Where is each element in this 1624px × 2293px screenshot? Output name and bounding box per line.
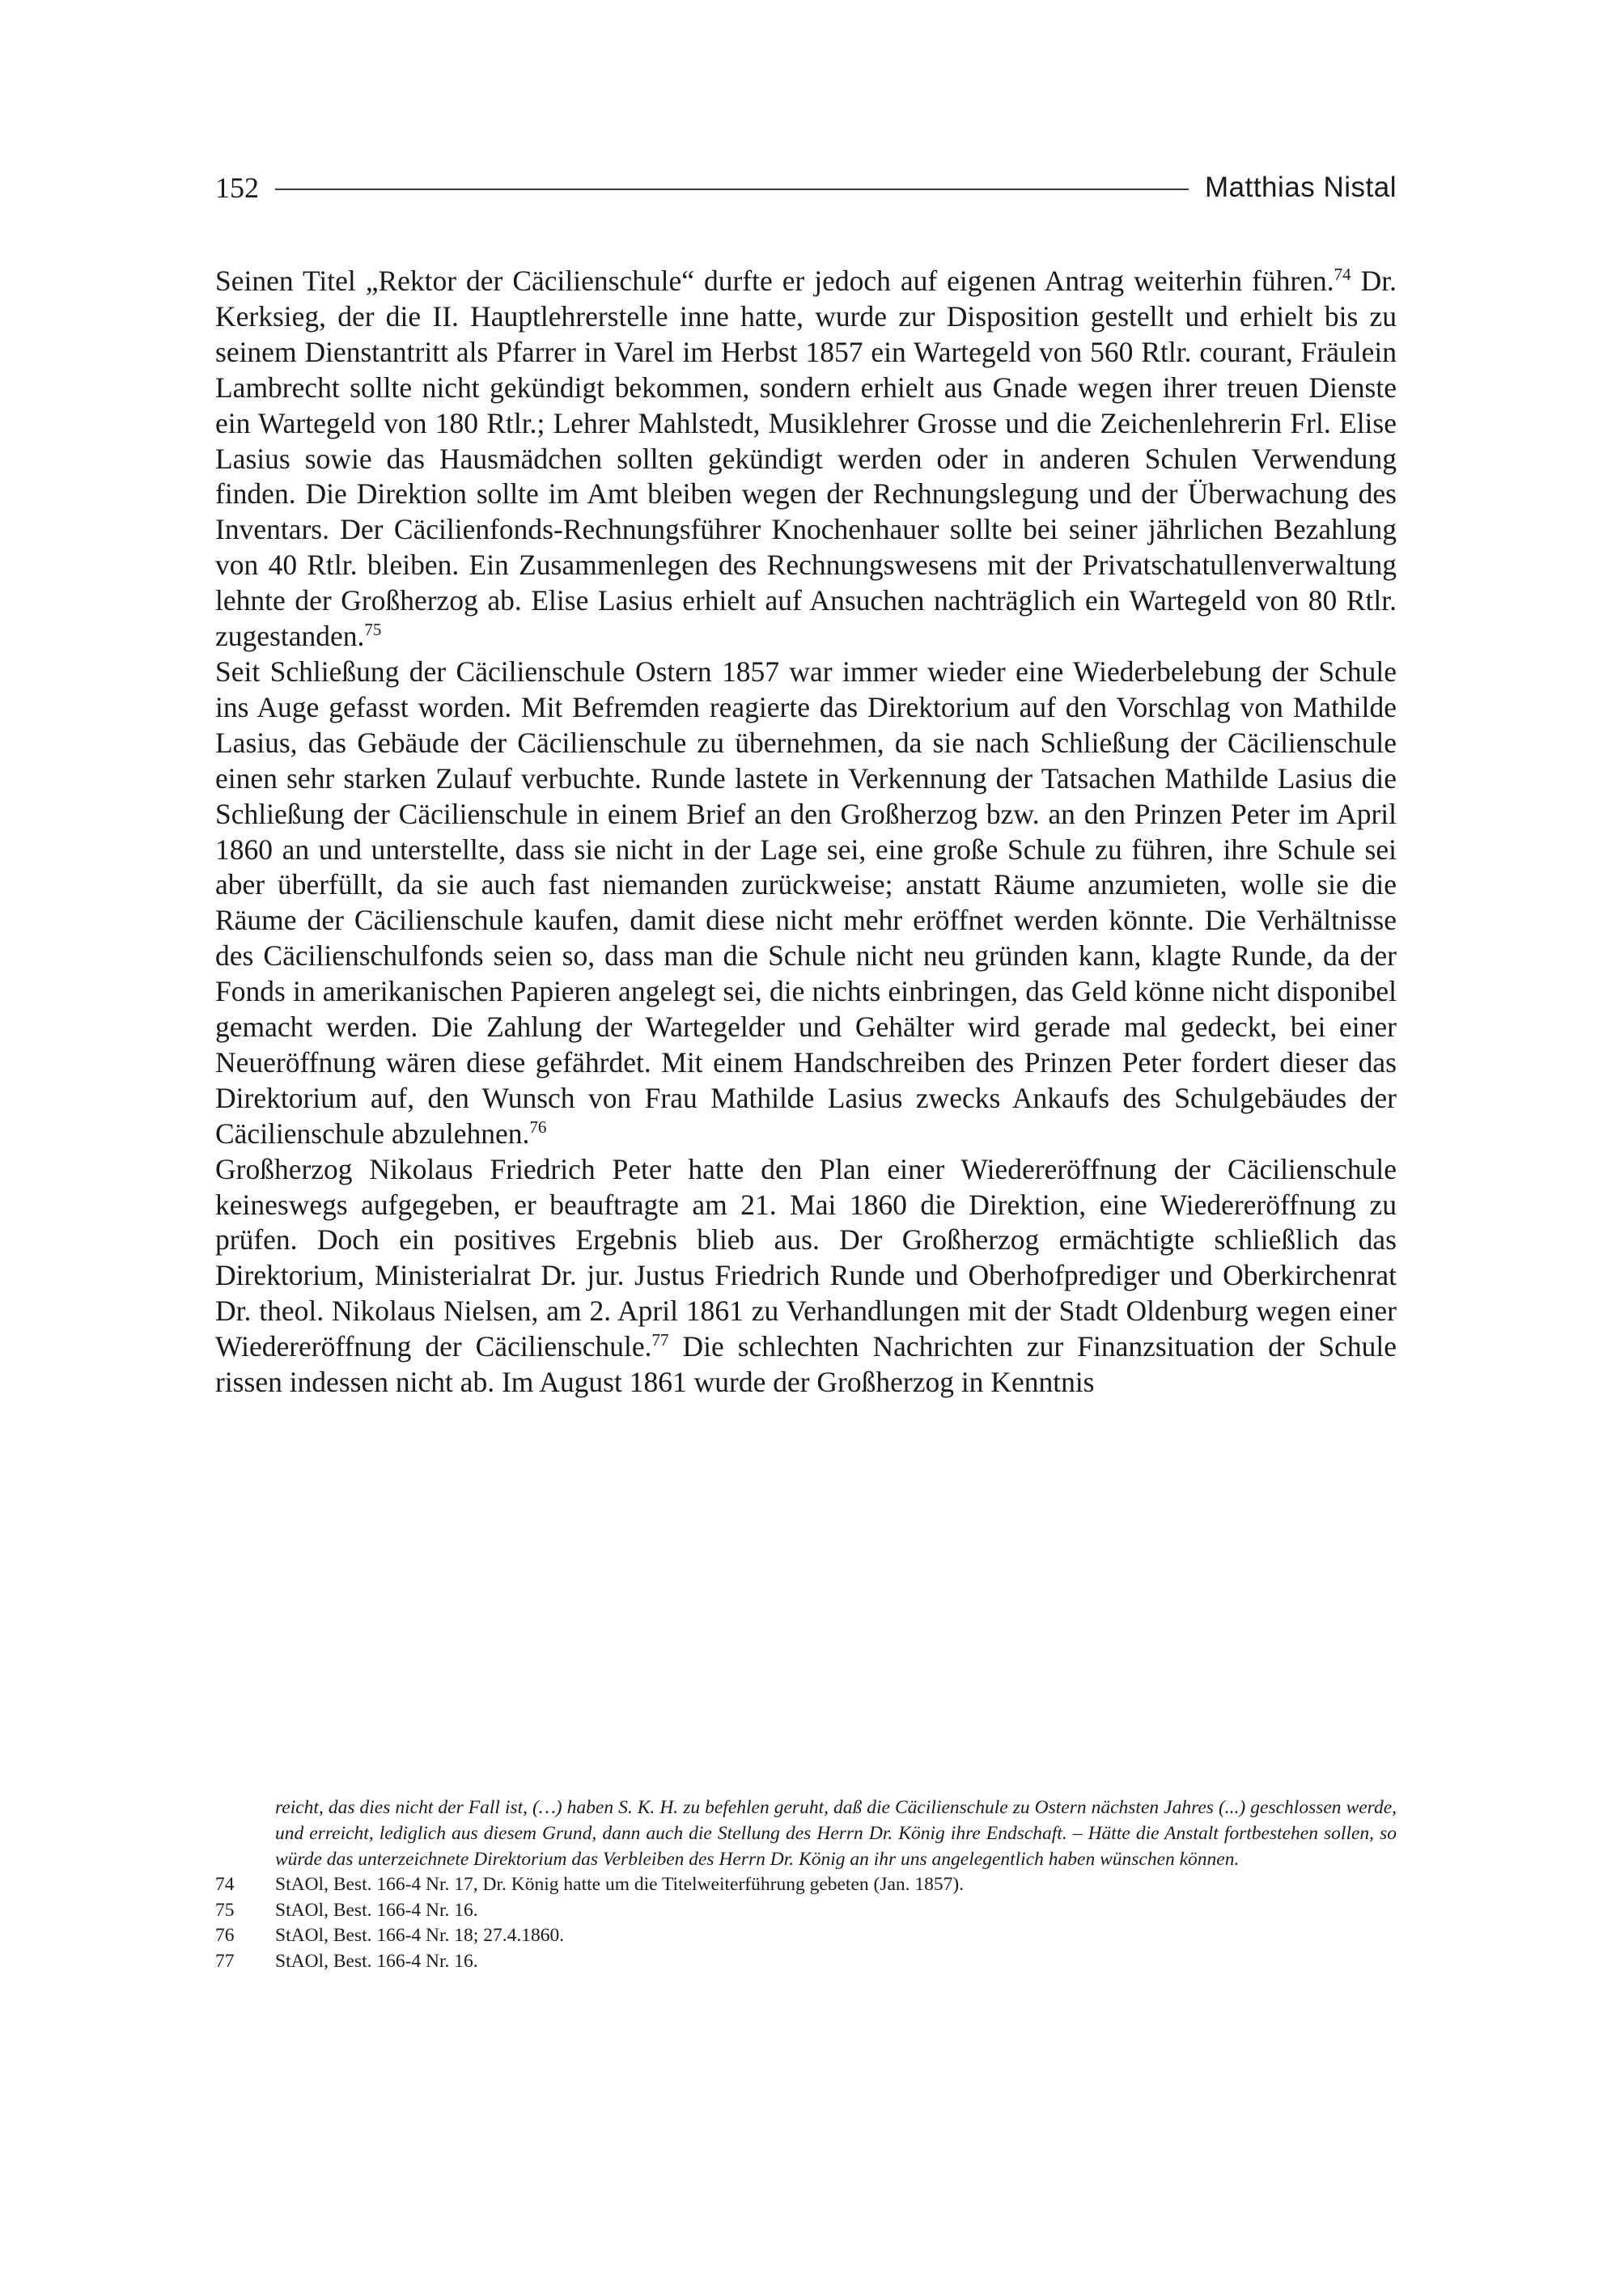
footnote-ref-75: 75 <box>364 620 382 640</box>
paragraph-text: Seit Schließung der Cäcilienschule Ostern 1857 war immer wieder eine Wiederbelebung der Schule ins Auge gefasst worden. Mit Befremden reagierte das Direktorium auf den Vorschlag von Mathilde Lasius, das Gebäude der Cäcilienschule zu übernehmen, da sie nach Schließung der Cäcilienschule einen sehr starken Zulauf verbuchte. Runde lastete in Verkennung der Tatsachen Mathilde Lasius die Schließung der Cäcilienschule in einem Brief an den Großherzog bzw. an den Prinzen Peter im April 1860 an und unterstellte, dass sie nicht in der Lage sei, eine große Schule zu führen, ihre Schule sei aber überfüllt, da sie auch fast niemanden zurückweise; anstatt Räume anzumieten, wolle sie die Räume der Cäcilienschule kaufen, damit diese nicht mehr eröffnet werden könnte. Die Verhältnisse des Cäcilienschulfonds seien so, dass man die Schule nicht neu gründen kann, klagte Runde, da der Fonds in amerikanischen Papieren angelegt sei, die nichts einbringen, das Geld könne nicht disponibel gemacht werden. Die Zahlung der Wartegelder und Gehälter wird gerade mal gedeckt, bei einer Neueröffnung wären diese gefährdet. Mit einem Handschreiben des Prinzen Peter fordert dieser das Direktorium auf, den Wunsch von Frau Mathilde Lasius zwecks Ankaufs des Schulgebäudes der Cäcilienschule abzulehnen. <box>215 655 1397 1150</box>
footnote-76 <box>215 1923 1397 1949</box>
running-head-rule <box>275 189 1189 190</box>
footnote-ref-76: 76 <box>529 1117 547 1137</box>
paragraph-3 <box>215 1152 1397 1401</box>
footnote-text: StAOl, Best. 166-4 Nr. 17, Dr. König hatte um die Titelweiterführung gebeten (Jan. 1857). <box>275 1874 965 1895</box>
footnote-number: 74 <box>215 1874 235 1895</box>
page-number: 152 <box>215 172 259 204</box>
footnote-text: StAOl, Best. 166-4 Nr. 18; 27.4.1860. <box>275 1925 565 1946</box>
footnote-75 <box>215 1898 1397 1924</box>
paragraph-text: Großherzog Nikolaus Friedrich Peter hatte den Plan einer Wiedereröffnung der Cäcilienschule keineswegs aufgegeben, er beauftragte am 21. Mai 1860 die Direktion, eine Wiedereröffnung zu prüfen. Doch ein positives Ergebnis blieb aus. Der Großherzog ermächtigte schließlich das Direktorium, Ministerialrat Dr. jur. Justus Friedrich Runde und Oberhofprediger und Oberkirchenrat Dr. theol. Nikolaus Nielsen, am 2. April 1861 zu Verhandlungen mit der Stadt Oldenburg wegen einer Wiedereröffnung der Cäcilienschule. <box>215 1152 1397 1363</box>
body-text <box>215 264 1397 1401</box>
footnote-ref-74: 74 <box>1334 265 1351 285</box>
footnote-number: 76 <box>215 1925 235 1946</box>
footnote-number: 77 <box>215 1950 235 1972</box>
paragraph-text: Die schlechten Nachrichten zur Finanzsituation der Schule rissen indessen nicht ab. Im August 1861 wurde der Großherzog in Kenntnis <box>215 1330 1397 1399</box>
running-head-author: Matthias Nistal <box>1204 172 1397 203</box>
paragraph-text: Seinen Titel „Rektor der Cäcilienschule“ durfte er jedoch auf eigenen Antrag weiterhin führen. <box>215 265 1334 297</box>
footnotes <box>215 1795 1397 1974</box>
footnote-number: 75 <box>215 1899 235 1921</box>
paragraph-2 <box>215 655 1397 1152</box>
footnote-continuation: reicht, das dies nicht der Fall ist, (…) haben S. K. H. zu befehlen geruht, daß die Cäcilienschule zu Ostern nächsten Jahres (...) geschlossen werde, und erreicht, lediglich aus diesem Grund, dann auch die Stellung des Herrn Dr. König ihre Endschaft. – Hätte die Anstalt fortbestehen sollen, so würde das unterzeichnete Direktorium das Verbleiben des Herrn Dr. König an ihr uns angelegentlich haben wünschen können. <box>275 1797 1397 1870</box>
footnote-77 <box>215 1949 1397 1975</box>
footnote-ref-77: 77 <box>651 1330 669 1350</box>
footnote-74 <box>215 1872 1397 1898</box>
footnote-text: StAOl, Best. 166-4 Nr. 16. <box>275 1950 478 1972</box>
paragraph-text: Dr. Kerksieg, der die II. Hauptlehrerstelle inne hatte, wurde zur Disposition gestellt und erhielt bis zu seinem Dienstantritt als Pfarrer in Varel im Herbst 1857 ein Wartegeld von 560 Rtlr. courant, Fräulein Lambrecht sollte nicht gekündigt bekommen, sondern erhielt aus Gnade wegen ihrer treuen Dienste ein Wartegeld von 180 Rtlr.; Lehrer Mahlstedt, Musiklehrer Grosse und die Zeichenlehrerin Frl. Elise Lasius sowie das Hausmädchen sollten gekündigt werden oder in anderen Schulen Verwendung finden. Die Direktion sollte im Amt bleiben wegen der Rechnungslegung und der Überwachung des Inventars. Der Cäcilienfonds-Rechnungsführer Knochenhauer sollte bei seiner jährlichen Bezahlung von 40 Rtlr. bleiben. Ein Zusammenlegen des Rechnungswesens mit der Privatschatullenverwaltung lehnte der Großherzog ab. Elise Lasius erhielt auf Ansuchen nachträglich ein Wartegeld von 80 Rtlr. zugestanden. <box>215 265 1397 653</box>
running-head <box>215 167 1397 209</box>
paragraph-1 <box>215 264 1397 655</box>
footnote-text: StAOl, Best. 166-4 Nr. 16. <box>275 1899 478 1921</box>
